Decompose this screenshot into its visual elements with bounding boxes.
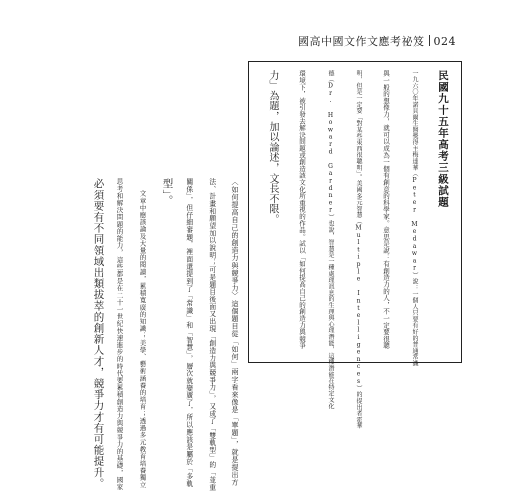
body-paragraph-line: 型」。 xyxy=(161,178,174,207)
body-paragraph-line: 〈如何提高自己的創造力與競爭力〉這個題目從「如何」兩字看來像是「單題」，就是提出方 xyxy=(231,178,239,487)
exam-question-line: 德（Dr. Howard Gardner）也說，智慧是一種處理訊息的生理與心理潛能，這種潛能在特定文化 xyxy=(327,70,334,410)
exam-question-line: 環境下，被引發去解決問題或創造該文化所重視的作品。試以「如何提高自己的創造力與競爭 xyxy=(298,70,306,349)
exam-question-line: 與一般的想像力，就可以成為一個有創意的科學家。意思是說：有創造力的人，不一定要很聰 xyxy=(382,70,390,349)
book-title: 國高中國文作文應考祕笈 xyxy=(298,35,425,48)
exam-question-box xyxy=(248,61,462,430)
exam-question-line: 力」為題，加以論述，文長不限。 xyxy=(267,70,278,225)
page-number: 024 xyxy=(433,35,456,48)
exam-question-line: 明，但是一定要「對某些東西很聰明」。美國多元智慧（Multiple Intelligences）的提出者霍華 xyxy=(355,70,362,430)
header-divider xyxy=(429,35,430,46)
body-paragraph-line: 文章中應該論及大量的閱讀，累積寬廣的知識；美學、藝術涵養的培育；透過多元教育培養獨立 xyxy=(138,190,147,489)
exam-question-line: 一九六〇年諾貝爾生醫獎得主梅達華（Peter Medawar）說：一個人只要有好的普通常識 xyxy=(411,70,418,367)
body-paragraph-line: 關係」，但仔細審題，裡面還提到了「常識」和「智慧」，層次就變廣了，所以應該是屬於「多軌 xyxy=(184,178,193,488)
running-header xyxy=(298,33,456,49)
body-paragraph-line: 思考和解決問題的能力，這些都是在二十一世紀快速進步的時代要累積創造力與競爭力的基礎，國家 xyxy=(115,178,124,491)
body-paragraph-line: 必須要有不同領域出類拔萃的創新人才，競爭力才有可能提升。 xyxy=(92,178,105,489)
body-paragraph-line: 法、計畫和願望加以說明；可是題目後面又出現「創造力與競爭力」，又成了「雙軌型」的「並重 xyxy=(207,178,216,491)
exam-question-title: 民國九十五年高考三級試題 xyxy=(437,70,449,208)
